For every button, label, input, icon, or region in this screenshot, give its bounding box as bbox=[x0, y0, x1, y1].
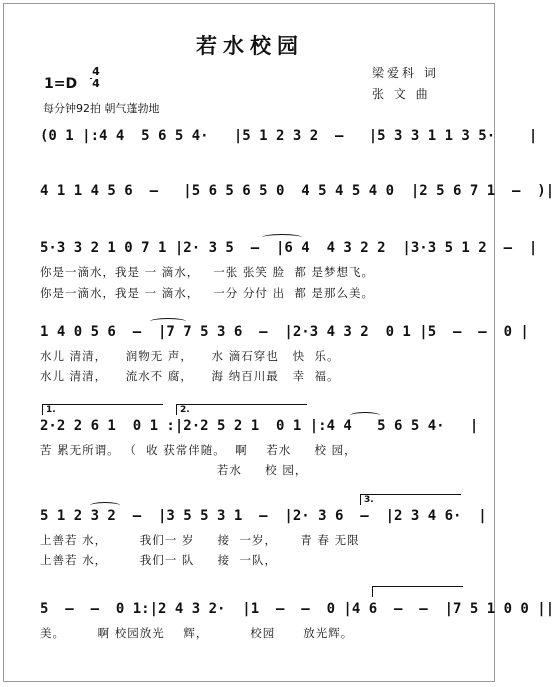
notation-line-1: (0 1 |:4 4 5 6 5 4· |5 1 2 3 2 – |5 3 3 1 1 3 5· | bbox=[40, 128, 538, 144]
time-signature-bottom: 4 bbox=[92, 77, 100, 90]
lyricist-credit: 梁爱科 词 bbox=[372, 66, 439, 80]
song-title: 若水校园 bbox=[196, 34, 304, 58]
volta-bracket-3 bbox=[360, 494, 461, 505]
lyric-line-7a: 美。 啊 校园放光 辉， 校园 放光辉。 bbox=[40, 626, 354, 640]
lyric-line-4b: 水儿 清清， 流水不 腐， 海 纳百川最 幸 福。 bbox=[40, 369, 340, 383]
slur-mark bbox=[350, 412, 380, 419]
lyric-line-3b: 你是一滴水，我是 一 滴水， 一分 分付 出 都 是那么美。 bbox=[40, 286, 375, 300]
lyric-line-6b: 上善若 水， 我们一 队 接 一队， bbox=[40, 553, 277, 567]
notation-line-6: 5 1 2 3 2 – |3 5 5 3 1 – |2· 3 6 – |2 3 4 6· | bbox=[40, 508, 487, 524]
notation-line-2: 4 1 1 4 5 6 – |5 6 5 6 5 0 4 5 4 5 4 0 |2 5 6 7 1 – )| bbox=[40, 183, 554, 199]
notation-line-7: 5 – – 0 1:|2 4 3 2· |1 – – 0 |4 6 – – |7 5 1 0 0 || bbox=[40, 601, 554, 617]
lyric-line-3a: 你是一滴水，我是 一 滴水， 一张 张笑 脸 都 是梦想飞。 bbox=[40, 265, 375, 279]
key-signature: 1=D bbox=[44, 76, 78, 92]
composer-credit: 张 文 曲 bbox=[372, 87, 431, 101]
lyric-line-5a: 苦 累无所谓。 （ 收 获常伴随。 啊 若水 校 园， bbox=[40, 443, 357, 457]
volta-number-3: 3. bbox=[364, 495, 374, 505]
lyric-line-4a: 水儿 清清， 润物无 声， 水 滴石穿也 快 乐。 bbox=[40, 349, 340, 363]
notation-line-4: 1 4 0 5 6 – |7 7 5 3 6 – |2·3 4 3 2 0 1 |5 – – 0 | bbox=[40, 324, 529, 340]
time-signature bbox=[90, 66, 102, 90]
lyric-line-5b: 若水 校 园， bbox=[40, 463, 308, 477]
notation-line-5: 2·2 2 6 1 0 1 :|2·2 5 2 1 0 1 |:4 4 5 6 5 4· | bbox=[40, 418, 479, 434]
tempo-marking: 每分钟92拍 朝气蓬勃地 bbox=[43, 102, 160, 115]
notation-line-3: 5·3 3 2 1 0 7 1 |2· 3 5 – |6 4 4 3 2 2 |3·3 5 1 2 – | bbox=[40, 240, 538, 256]
volta-bracket-4 bbox=[372, 586, 463, 597]
volta-number-1: 1. bbox=[46, 405, 56, 415]
time-signature-line bbox=[90, 78, 92, 79]
slur-mark bbox=[150, 318, 186, 325]
time-signature-top: 4 bbox=[92, 65, 100, 78]
volta-bracket-1 bbox=[42, 404, 163, 415]
volta-bracket-2 bbox=[176, 404, 307, 415]
lyric-line-6a: 上善若 水， 我们一 岁 接 一岁， 青 春 无限 bbox=[40, 533, 360, 547]
slur-mark bbox=[262, 234, 302, 241]
slur-mark bbox=[90, 502, 120, 509]
volta-number-2: 2. bbox=[180, 405, 190, 415]
